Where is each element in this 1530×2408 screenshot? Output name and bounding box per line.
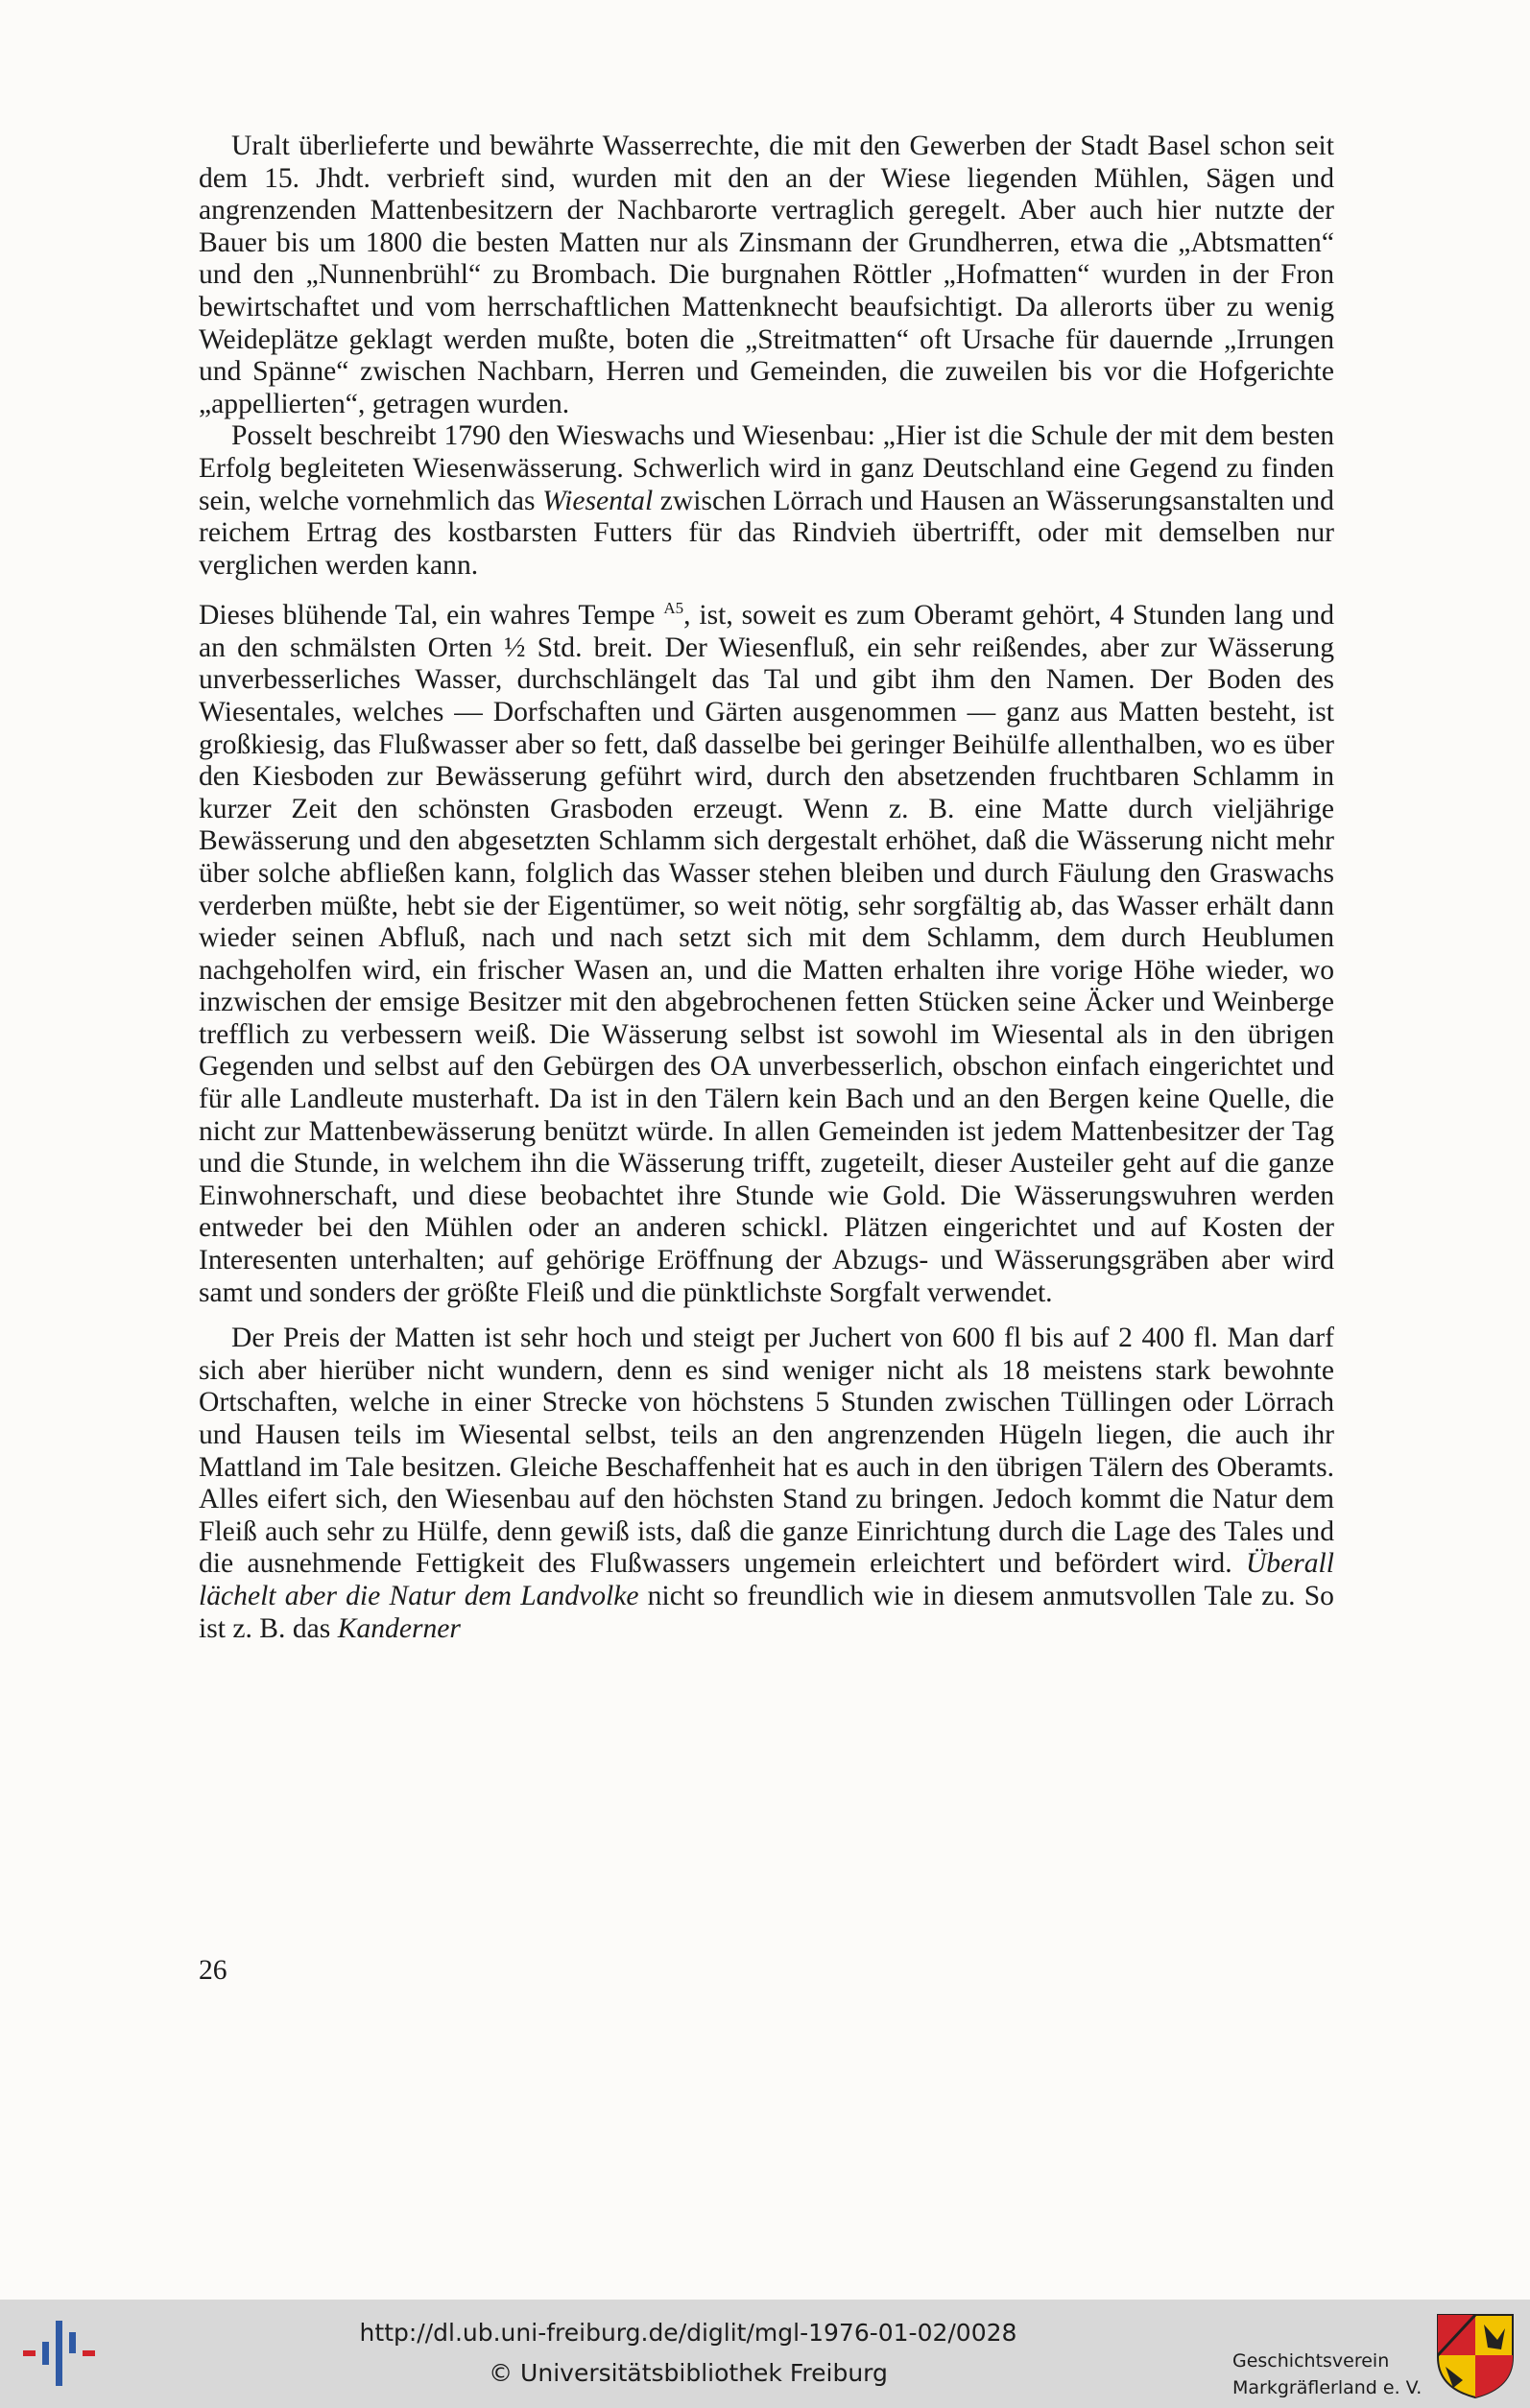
- society-name: [1232, 2348, 1422, 2401]
- library-footer: [0, 2300, 1530, 2408]
- tempe-intro: Dieses blühende Tal, ein wahres Tempe: [199, 600, 656, 632]
- footer-url-link[interactable]: http://dl.ub.uni-freiburg.de/diglit/mgl-1976-01-02/0028: [359, 2319, 1017, 2347]
- paragraph-tempe: [199, 592, 1334, 1309]
- society-line2: Markgräflerland e. V.: [1232, 2377, 1422, 2398]
- landvolke-italic: Überall lächelt aber die Natur dem Landvolke: [199, 1548, 1334, 1611]
- tempe-rest: , ist, soweit es zum Oberamt gehört, 4 Stunden lang und an den schmälsten Orten ½ Std. breit. Der Wiesenfluß, ein sehr reißendes, aber zur Wässerung unverbesserliches Wasser, durchschlängelt das Tal und gibt ihm den Namen. Der Boden des Wiesentales, welches — Dorfschaften und Gärten ausgenommen — ganz aus Matten besteht, ist großkiesig, das Flußwasser aber so fett, daß dasselbe bei geringer Beihülfe allenthalben, wo es über den Kiesboden zur Bewässerung geführt wird, durch den absetzenden fruchtbaren Schlamm in kurzer Zeit den schönsten Grasboden erzeugt. Wenn z. B. eine Matte durch vieljährige Bewässerung und den abgesetzten Schlamm sich dergestalt erhöhet, daß die Wässerung nicht mehr über solche abfließen kann, folglich das Wasser stehen bleiben und durch Fäulung den Graswachs verderben müßte, hebt sie der Eigentümer, so weit nötig, sehr sorgfältig ab, das Wasser erhält dann wieder seinen Abfluß, nach und nach setzt sich mit dem Schlamm, dem durch Heublumen nachgeholfen wird, ein frischer Wasen an, und die Matten erhalten ihre vorige Höhe wieder, wo inzwischen der emsige Besitzer mit den abgebrochenen fetten Stücken seine Äcker und Weinberge trefflich zu verbessern weiß. Die Wässerung selbst ist sowohl im Wiesental als in den übrigen Gegenden und selbst auf den Gebürgen des OA unverbesserlich, obschon einfach eingerichtet und für alle Landleute musterhaft. Da ist in den Tälern kein Bach und an den Bergen keine Quelle, die nicht zur Mattenbewässerung benützt würde. In allen Gemeinden ist jedem Mattenbesitzer der Tag und die Stunde, in welchem ihn die Wässerung trifft, zugeteilt, dieser Austeiler geht auf die ganze Einwohnerschaft, und diese beobachtet ihre Stunde wie Gold. Die Wässerungswuhren werden entweder bei den Mühlen oder an anderen schickl. Plätzen eingerichtet und auf Kosten der Interesenten unterhalten; auf gehörige Eröffnung der Abzugs- und Wässerungsgräben aber wird samt und sonders der größte Fleiß und die pünktlichste Sorgfalt verwendet.: [199, 600, 1335, 1308]
- footer-copyright: © Universitätsbibliothek Freiburg: [489, 2359, 888, 2387]
- footnote-ref: A5: [663, 599, 684, 618]
- posselt-rest: zwischen Lörrach und Hausen an Wässerungsanstalten und reichem Ertrag des kostbarsten Futters für das Rindvieh übertrifft, oder mit demselben nur verglichen werden kann.: [199, 485, 1334, 581]
- paragraph-posselt: [199, 420, 1334, 582]
- society-crest-icon: [1434, 2311, 1517, 2399]
- paragraph-preis: [199, 1323, 1334, 1645]
- society-line1: Geschichtsverein: [1232, 2350, 1390, 2372]
- wiesental-italic: Wiesental: [542, 485, 654, 516]
- page-number: 26: [199, 1955, 227, 1986]
- paragraph-water-rights: Uralt überlieferte und bewährte Wasserrechte, die mit den Gewerben der Stadt Basel schon seit dem 15. Jhdt. verbrieft sind, wurden mit den an der Wiese liegenden Mühlen, Sägen und angrenzenden Mattenbesitzern der Nachbarorte vertraglich geregelt. Aber auch hier nutzte der Bauer bis um 1800 die besten Matten nur als Zinsmann der Grundherren, etwa die „Abtsmatten“ und den „Nunnenbrühl“ zu Brombach. Die burgnahen Röttler „Hofmatten“ wurden in der Fron bewirtschaftet und vom herrschaftlichen Mattenknecht beaufsichtigt. Da allerorts über zu wenig Weideplätze geklagt werden mußte, boten die „Streitmatten“ oft Ursache für dauernde „Irrungen und Spänne“ zwischen Nachbarn, Herren und Gemeinden, die zuweilen bis vor die Hofgerichte „appellierten“, getragen wurden.: [199, 131, 1334, 419]
- kanderner-italic: Kanderner: [337, 1612, 461, 1644]
- posselt-intro: Posselt beschreibt 1790 den Wieswachs und Wiesenbau: „Hier ist die Schule der mit dem besten Erfolg begleiteten Wiesenwässerung. Schwerlich wird in ganz Deutschland eine Gegend zu finden sein, welche vornehmlich das: [199, 420, 1334, 516]
- preis-text: Der Preis der Matten ist sehr hoch und steigt per Juchert von 600 fl bis auf 2 400 fl. Man darf sich aber hierüber nicht wundern, denn es sind weniger nicht als 18 meistens stark bewohnte Ortschaften, welche in einer Strecke von höchstens 5 Stunden zwischen Tüllingen oder Lörrach und Hausen teils im Wiesental selbst, teils an den angrenzenden Hügeln liegen, die auch ihr Mattland im Tale besitzen. Gleiche Beschaffenheit hat es auch in den übrigen Tälern des Oberamts. Alles eifert sich, den Wiesenbau auf den höchsten Stand zu bringen. Jedoch kommt die Natur dem Fleiß auch sehr zu Hülfe, denn gewiß ists, daß die ganze Einrichtung durch die Lage des Tales und die ausnehmende Fettigkeit des Flußwassers ungemein erleichtert und befördert wird.: [199, 1323, 1334, 1580]
- preis-end: nicht so freundlich wie in diesem anmutsvollen Tale zu. So ist z. B. das: [199, 1580, 1334, 1644]
- body-text: [199, 131, 1334, 1645]
